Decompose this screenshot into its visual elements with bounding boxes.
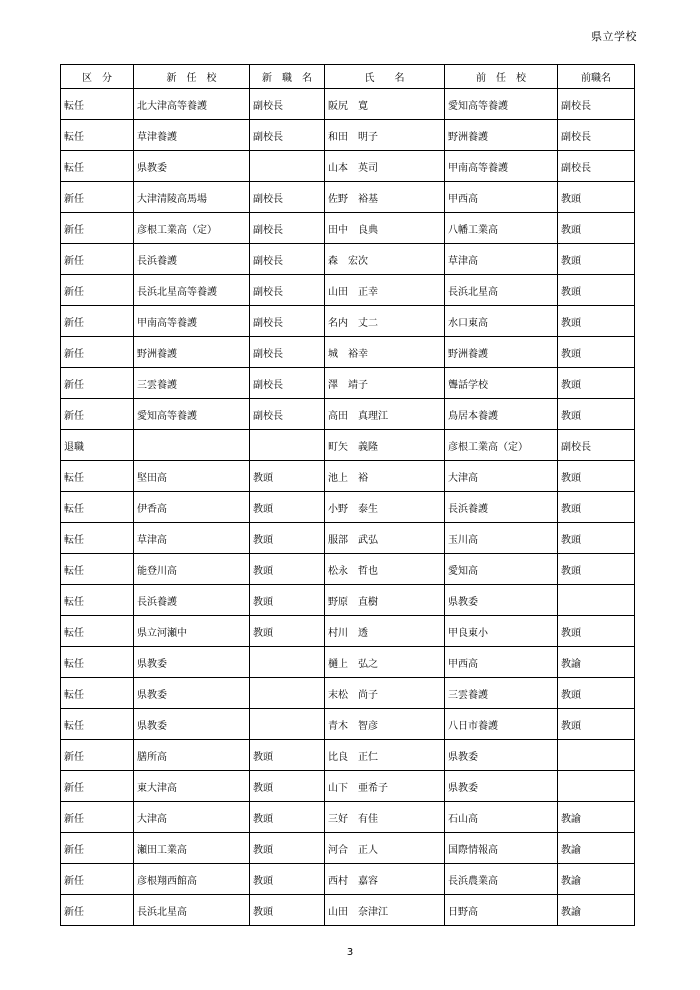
cell-new-school: 堅田高 xyxy=(134,461,250,492)
cell-previous-school: 大津高 xyxy=(445,461,558,492)
cell-previous-position: 教頭 xyxy=(558,461,635,492)
table-row xyxy=(61,430,635,461)
cell-name: 野原 直樹 xyxy=(325,585,445,616)
cell-new-position xyxy=(250,678,325,709)
cell-new-position: 教頭 xyxy=(250,771,325,802)
cell-previous-position: 教頭 xyxy=(558,709,635,740)
cell-new-position: 教頭 xyxy=(250,864,325,895)
cell-new-position: 副校長 xyxy=(250,275,325,306)
cell-new-position: 副校長 xyxy=(250,244,325,275)
cell-new-position xyxy=(250,430,325,461)
cell-previous-position xyxy=(558,585,635,616)
cell-category: 転任 xyxy=(61,523,134,554)
cell-category: 新任 xyxy=(61,895,134,926)
table-row xyxy=(61,213,635,244)
cell-previous-school: 長浜農業高 xyxy=(445,864,558,895)
table-row xyxy=(61,740,635,771)
cell-previous-school: 玉川高 xyxy=(445,523,558,554)
cell-new-school: 瀬田工業高 xyxy=(134,833,250,864)
cell-new-position: 副校長 xyxy=(250,89,325,120)
table-row xyxy=(61,151,635,182)
cell-previous-position: 教頭 xyxy=(558,182,635,213)
cell-new-school: 県教委 xyxy=(134,647,250,678)
cell-new-position: 副校長 xyxy=(250,337,325,368)
cell-name: 澤 靖子 xyxy=(325,368,445,399)
table-row xyxy=(61,585,635,616)
cell-category: 転任 xyxy=(61,151,134,182)
page-number: 3 xyxy=(346,947,354,958)
cell-name: 村川 透 xyxy=(325,616,445,647)
cell-category: 新任 xyxy=(61,213,134,244)
table-row xyxy=(61,244,635,275)
table-row xyxy=(61,802,635,833)
cell-category: 新任 xyxy=(61,802,134,833)
cell-new-position: 教頭 xyxy=(250,585,325,616)
cell-new-school: 三雲養護 xyxy=(134,368,250,399)
cell-name: 高田 真理江 xyxy=(325,399,445,430)
cell-category: 新任 xyxy=(61,864,134,895)
cell-previous-school: 石山高 xyxy=(445,802,558,833)
table-body xyxy=(61,89,635,926)
cell-name: 三好 有佳 xyxy=(325,802,445,833)
cell-previous-school: 愛知高等養護 xyxy=(445,89,558,120)
cell-category: 転任 xyxy=(61,461,134,492)
cell-new-school: 県教委 xyxy=(134,709,250,740)
cell-previous-school: 野洲養護 xyxy=(445,337,558,368)
cell-new-school: 長浜養護 xyxy=(134,244,250,275)
cell-category: 新任 xyxy=(61,771,134,802)
cell-category: 新任 xyxy=(61,182,134,213)
cell-category: 転任 xyxy=(61,585,134,616)
cell-previous-school: 三雲養護 xyxy=(445,678,558,709)
column-header-name: 氏 名 xyxy=(325,65,445,89)
cell-previous-position xyxy=(558,740,635,771)
column-header-previous-school: 前 任 校 xyxy=(445,65,558,89)
cell-new-position xyxy=(250,709,325,740)
table-row xyxy=(61,306,635,337)
cell-new-school: 膳所高 xyxy=(134,740,250,771)
cell-new-position: 教頭 xyxy=(250,616,325,647)
cell-previous-school: 甲西高 xyxy=(445,647,558,678)
cell-name: 末松 尚子 xyxy=(325,678,445,709)
cell-new-position: 教頭 xyxy=(250,895,325,926)
cell-new-position: 教頭 xyxy=(250,461,325,492)
cell-name: 城 裕幸 xyxy=(325,337,445,368)
table-row xyxy=(61,771,635,802)
cell-name: 佐野 裕基 xyxy=(325,182,445,213)
cell-previous-position: 副校長 xyxy=(558,151,635,182)
cell-new-position: 教頭 xyxy=(250,802,325,833)
cell-new-school: 東大津高 xyxy=(134,771,250,802)
cell-new-position: 教頭 xyxy=(250,554,325,585)
table-row xyxy=(61,275,635,306)
cell-previous-position: 教頭 xyxy=(558,554,635,585)
cell-previous-school: 県教委 xyxy=(445,585,558,616)
cell-previous-school: 甲良東小 xyxy=(445,616,558,647)
cell-previous-position: 教頭 xyxy=(558,492,635,523)
cell-name: 森 宏次 xyxy=(325,244,445,275)
cell-name: 山田 正幸 xyxy=(325,275,445,306)
cell-name: 山本 英司 xyxy=(325,151,445,182)
cell-previous-position: 副校長 xyxy=(558,430,635,461)
cell-name: 河合 正人 xyxy=(325,833,445,864)
cell-previous-school: 野洲養護 xyxy=(445,120,558,151)
table-row xyxy=(61,399,635,430)
cell-new-school: 伊香高 xyxy=(134,492,250,523)
cell-previous-position xyxy=(558,771,635,802)
cell-category: 転任 xyxy=(61,678,134,709)
cell-name: 名内 丈二 xyxy=(325,306,445,337)
cell-previous-school: 彦根工業高（定） xyxy=(445,430,558,461)
cell-previous-position: 教頭 xyxy=(558,399,635,430)
table-row xyxy=(61,182,635,213)
cell-previous-school: 県教委 xyxy=(445,771,558,802)
cell-previous-school: 鳥居本養護 xyxy=(445,399,558,430)
cell-name: 小野 泰生 xyxy=(325,492,445,523)
cell-previous-school: 長浜北星高 xyxy=(445,275,558,306)
cell-new-school: 野洲養護 xyxy=(134,337,250,368)
cell-name: 服部 武弘 xyxy=(325,523,445,554)
table-row xyxy=(61,709,635,740)
cell-previous-position: 教諭 xyxy=(558,802,635,833)
cell-previous-position: 教頭 xyxy=(558,523,635,554)
cell-previous-position: 副校長 xyxy=(558,120,635,151)
cell-new-position: 副校長 xyxy=(250,182,325,213)
cell-previous-school: 県教委 xyxy=(445,740,558,771)
table-row xyxy=(61,120,635,151)
cell-name: 田中 良典 xyxy=(325,213,445,244)
cell-name: 松永 哲也 xyxy=(325,554,445,585)
cell-name: 樋上 弘之 xyxy=(325,647,445,678)
cell-previous-position: 教諭 xyxy=(558,647,635,678)
cell-new-school: 長浜北星高 xyxy=(134,895,250,926)
cell-new-position xyxy=(250,151,325,182)
cell-previous-school: 日野高 xyxy=(445,895,558,926)
cell-category: 転任 xyxy=(61,492,134,523)
column-header-category: 区 分 xyxy=(61,65,134,89)
cell-previous-position: 教頭 xyxy=(558,337,635,368)
cell-new-position: 教頭 xyxy=(250,492,325,523)
table-row xyxy=(61,89,635,120)
cell-name: 青木 智彦 xyxy=(325,709,445,740)
cell-previous-position: 副校長 xyxy=(558,89,635,120)
cell-previous-position: 教頭 xyxy=(558,368,635,399)
cell-new-school: 彦根工業高（定） xyxy=(134,213,250,244)
cell-new-position xyxy=(250,647,325,678)
cell-new-school: 草津養護 xyxy=(134,120,250,151)
cell-previous-position: 教頭 xyxy=(558,275,635,306)
cell-new-school: 能登川高 xyxy=(134,554,250,585)
cell-new-position: 教頭 xyxy=(250,523,325,554)
cell-name: 町矢 義隆 xyxy=(325,430,445,461)
cell-new-school: 大津高 xyxy=(134,802,250,833)
column-header-new-position: 新 職 名 xyxy=(250,65,325,89)
cell-previous-school: 甲南高等養護 xyxy=(445,151,558,182)
cell-new-school: 長浜北星高等養護 xyxy=(134,275,250,306)
cell-category: 転任 xyxy=(61,89,134,120)
cell-previous-school: 愛知高 xyxy=(445,554,558,585)
cell-new-school: 県教委 xyxy=(134,151,250,182)
cell-previous-position: 教諭 xyxy=(558,864,635,895)
cell-category: 転任 xyxy=(61,647,134,678)
cell-category: 新任 xyxy=(61,337,134,368)
cell-previous-school: 八幡工業高 xyxy=(445,213,558,244)
cell-name: 池上 裕 xyxy=(325,461,445,492)
cell-category: 転任 xyxy=(61,616,134,647)
table-row xyxy=(61,616,635,647)
cell-new-school: 草津高 xyxy=(134,523,250,554)
header-label: 県立学校 xyxy=(591,30,637,43)
cell-previous-school: 長浜養護 xyxy=(445,492,558,523)
cell-new-position: 副校長 xyxy=(250,306,325,337)
cell-new-school: 彦根翔西館高 xyxy=(134,864,250,895)
cell-name: 西村 嘉容 xyxy=(325,864,445,895)
table-row xyxy=(61,678,635,709)
cell-new-position: 教頭 xyxy=(250,833,325,864)
cell-previous-school: 草津高 xyxy=(445,244,558,275)
table-row xyxy=(61,647,635,678)
cell-new-position: 副校長 xyxy=(250,213,325,244)
table-row xyxy=(61,337,635,368)
header-row xyxy=(61,65,635,89)
cell-category: 新任 xyxy=(61,244,134,275)
cell-name: 比良 正仁 xyxy=(325,740,445,771)
cell-previous-school: 八日市養護 xyxy=(445,709,558,740)
cell-previous-position: 教頭 xyxy=(558,213,635,244)
cell-previous-position: 教頭 xyxy=(558,616,635,647)
cell-new-position: 副校長 xyxy=(250,120,325,151)
cell-previous-position: 教頭 xyxy=(558,306,635,337)
cell-previous-position: 教諭 xyxy=(558,833,635,864)
table-row xyxy=(61,554,635,585)
column-header-previous-position: 前職名 xyxy=(558,65,635,89)
cell-new-position: 副校長 xyxy=(250,399,325,430)
table-row xyxy=(61,895,635,926)
table-row xyxy=(61,461,635,492)
cell-new-school: 甲南高等養護 xyxy=(134,306,250,337)
cell-category: 新任 xyxy=(61,368,134,399)
cell-previous-position: 教頭 xyxy=(558,244,635,275)
cell-new-position: 教頭 xyxy=(250,740,325,771)
cell-previous-school: 国際情報高 xyxy=(445,833,558,864)
cell-previous-position: 教頭 xyxy=(558,678,635,709)
cell-new-school xyxy=(134,430,250,461)
cell-new-school: 愛知高等養護 xyxy=(134,399,250,430)
cell-new-position: 副校長 xyxy=(250,368,325,399)
cell-new-school: 大津清陵高馬場 xyxy=(134,182,250,213)
table-row xyxy=(61,523,635,554)
table-row xyxy=(61,368,635,399)
cell-name: 山下 亜希子 xyxy=(325,771,445,802)
table-row xyxy=(61,833,635,864)
table-row xyxy=(61,492,635,523)
cell-category: 転任 xyxy=(61,709,134,740)
personnel-table xyxy=(60,64,635,926)
cell-category: 新任 xyxy=(61,275,134,306)
cell-name: 阪尻 寛 xyxy=(325,89,445,120)
cell-new-school: 長浜養護 xyxy=(134,585,250,616)
cell-previous-school: 聾話学校 xyxy=(445,368,558,399)
cell-category: 転任 xyxy=(61,120,134,151)
cell-previous-position: 教諭 xyxy=(558,895,635,926)
cell-new-school: 北大津高等養護 xyxy=(134,89,250,120)
cell-category: 新任 xyxy=(61,833,134,864)
cell-category: 新任 xyxy=(61,306,134,337)
cell-category: 新任 xyxy=(61,399,134,430)
column-header-new-school: 新 任 校 xyxy=(134,65,250,89)
cell-category: 新任 xyxy=(61,740,134,771)
cell-name: 和田 明子 xyxy=(325,120,445,151)
table-row xyxy=(61,864,635,895)
cell-new-school: 県教委 xyxy=(134,678,250,709)
cell-previous-school: 水口東高 xyxy=(445,306,558,337)
cell-category: 退職 xyxy=(61,430,134,461)
cell-category: 転任 xyxy=(61,554,134,585)
cell-new-school: 県立河瀬中 xyxy=(134,616,250,647)
cell-previous-school: 甲西高 xyxy=(445,182,558,213)
cell-name: 山田 奈津江 xyxy=(325,895,445,926)
